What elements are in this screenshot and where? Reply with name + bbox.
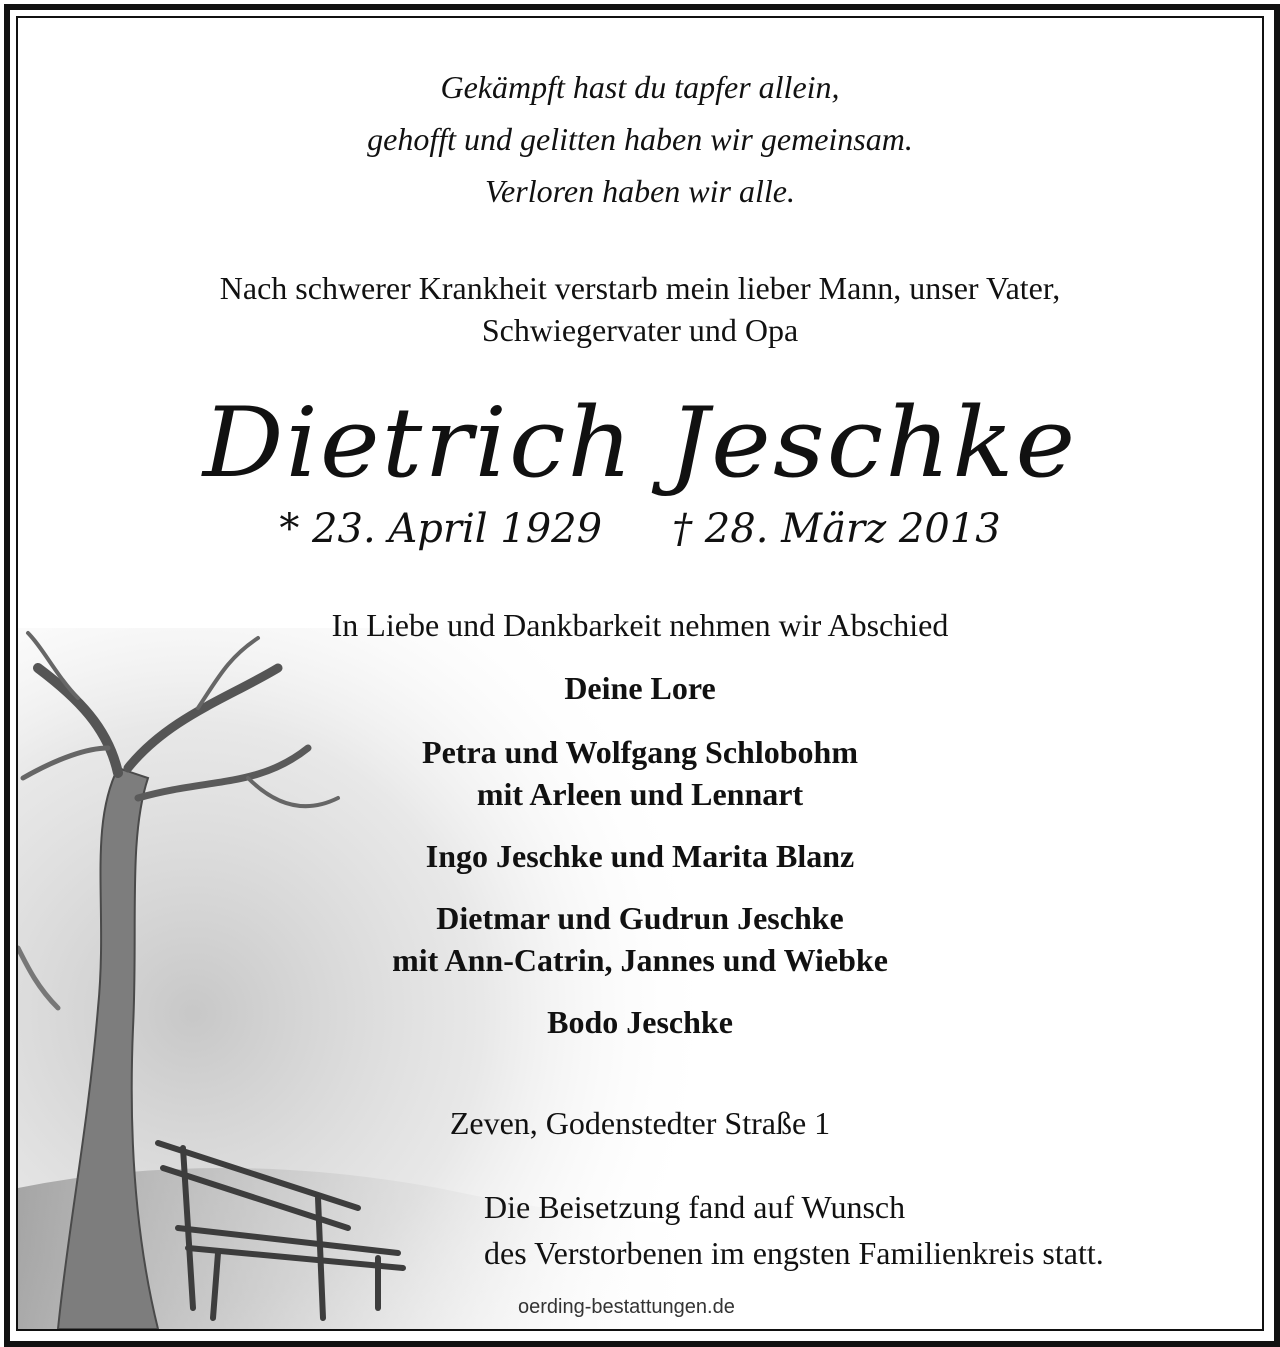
life-dates bbox=[18, 506, 1262, 552]
death-date: † 28. März 2013 bbox=[672, 506, 1001, 552]
poem-line: gehofft und gelitten haben wir gemeinsam. bbox=[367, 121, 913, 157]
burial-note: des Verstorbenen im engsten Familienkreis statt. bbox=[484, 1235, 1104, 1271]
mourner-name: mit Arleen und Lennart bbox=[476, 776, 804, 812]
burial-note: Die Beisetzung fand auf Wunsch bbox=[484, 1189, 906, 1225]
funeral-home-credit: oerding-bestattungen.de bbox=[518, 1296, 735, 1318]
farewell-text: In Liebe und Dankbarkeit nehmen wir Abschied bbox=[331, 607, 949, 643]
mourner-name: Petra und Wolfgang Schlobohm bbox=[422, 734, 858, 770]
intro-text: Nach schwerer Krankheit verstarb mein lieber Mann, unser Vater, bbox=[219, 270, 1061, 306]
poem-line: Gekämpft hast du tapfer allein, bbox=[440, 69, 840, 105]
mourner-name: mit Ann-Catrin, Jannes und Wiebke bbox=[392, 942, 888, 978]
obituary-notice bbox=[16, 16, 1264, 1331]
mourner-name: Deine Lore bbox=[564, 670, 716, 706]
poem-line: Verloren haben wir alle. bbox=[485, 173, 795, 209]
mourner-name: Dietmar und Gudrun Jeschke bbox=[436, 900, 844, 936]
birth-date: * 23. April 1929 bbox=[279, 506, 603, 552]
intro-text: Schwiegervater und Opa bbox=[481, 312, 799, 348]
mourner-name: Bodo Jeschke bbox=[547, 1004, 733, 1040]
mourner-name: Ingo Jeschke und Marita Blanz bbox=[425, 838, 855, 874]
deceased-name: Dietrich Jeschke bbox=[202, 387, 1078, 499]
address: Zeven, Godenstedter Straße 1 bbox=[449, 1105, 831, 1141]
